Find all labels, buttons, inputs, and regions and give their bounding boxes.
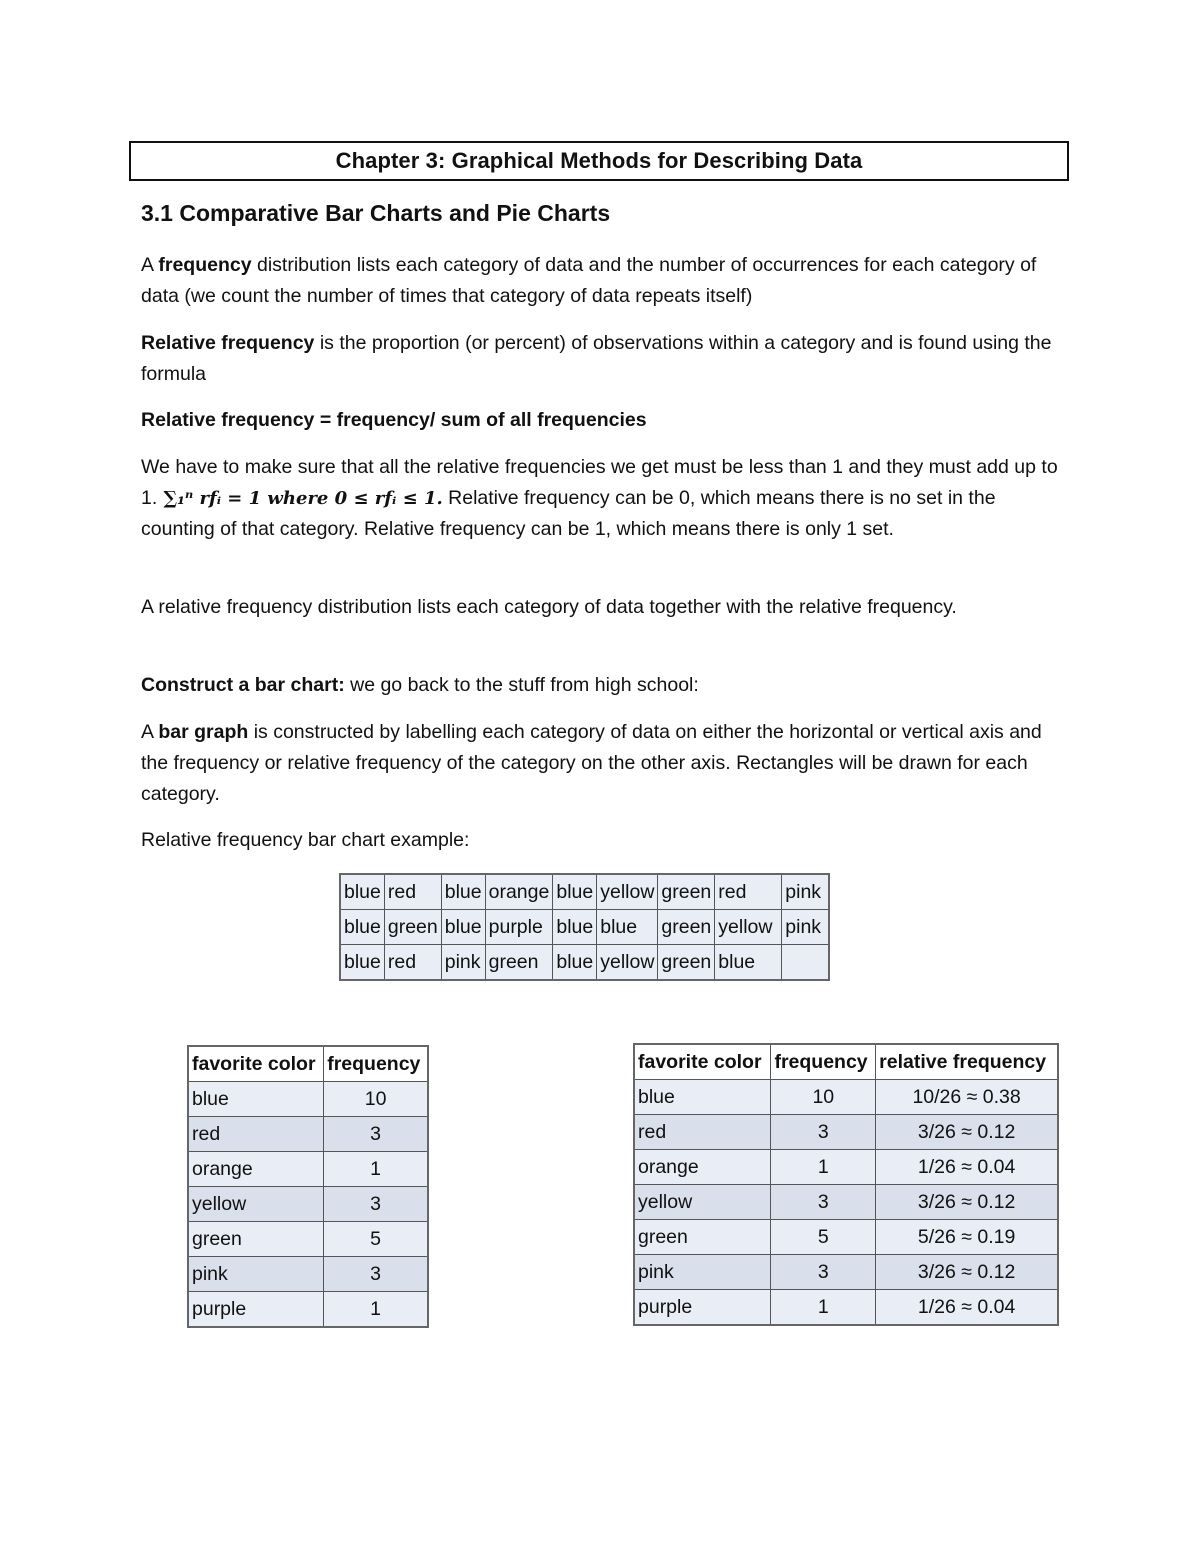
cell-frequency: 3 xyxy=(771,1115,876,1150)
cell-frequency: 1 xyxy=(771,1150,876,1185)
cell-color: green xyxy=(634,1220,771,1255)
raw-cell: red xyxy=(384,874,441,910)
cell-frequency: 3 xyxy=(324,1187,428,1222)
raw-cell: blue xyxy=(441,910,485,945)
p7-lead: A xyxy=(141,721,159,743)
cell-color: red xyxy=(634,1115,771,1150)
table-header-row xyxy=(188,1046,428,1082)
table-row xyxy=(188,1117,428,1152)
cell-relative-frequency: 1/26 ≈ 0.04 xyxy=(876,1150,1058,1185)
table-row xyxy=(188,1152,428,1187)
raw-cell: blue xyxy=(715,945,782,981)
table-row xyxy=(634,1290,1058,1326)
table-row xyxy=(188,1257,428,1292)
raw-cell: yellow xyxy=(597,874,658,910)
raw-cell: blue xyxy=(553,945,597,981)
raw-cell: red xyxy=(715,874,782,910)
table-header-row xyxy=(634,1044,1058,1080)
cell-frequency: 3 xyxy=(771,1185,876,1220)
raw-cell: blue xyxy=(340,874,384,910)
cell-color: yellow xyxy=(634,1185,771,1220)
cell-color: purple xyxy=(634,1290,771,1326)
cell-frequency: 3 xyxy=(771,1255,876,1290)
p7-bold: bar graph xyxy=(158,721,249,743)
table-row xyxy=(634,1220,1058,1255)
table-row xyxy=(188,1187,428,1222)
raw-cell: yellow xyxy=(715,910,782,945)
cell-frequency: 3 xyxy=(324,1117,428,1152)
cell-color: pink xyxy=(634,1255,771,1290)
raw-cell: orange xyxy=(485,874,553,910)
p4-lead: We have to make sure that all the relative frequencies we get must be less than 1 and they must add up to 1. xyxy=(141,456,1058,509)
paragraph-rel-distribution: A relative frequency distribution lists each category of data together with the relative frequency. xyxy=(141,596,957,618)
formula-line: Relative frequency = frequency/ sum of all frequencies xyxy=(141,409,647,431)
example-caption: Relative frequency bar chart example: xyxy=(141,829,470,851)
cell-relative-frequency: 3/26 ≈ 0.12 xyxy=(876,1255,1058,1290)
p2-bold: Relative frequency xyxy=(141,332,315,354)
cell-relative-frequency: 5/26 ≈ 0.19 xyxy=(876,1220,1058,1255)
raw-row xyxy=(340,945,829,981)
p2-rest: is the proportion (or percent) of observations within a category and is found using the formula xyxy=(141,332,1052,385)
cell-color: red xyxy=(188,1117,324,1152)
table-row xyxy=(634,1255,1058,1290)
header-frequency: frequency xyxy=(771,1044,876,1080)
cell-frequency: 1 xyxy=(324,1152,428,1187)
paragraph-bar-graph xyxy=(141,717,1066,810)
raw-row xyxy=(340,874,829,910)
cell-relative-frequency: 1/26 ≈ 0.04 xyxy=(876,1290,1058,1326)
p7-rest: is constructed by labelling each category of data on either the horizontal or vertical axis and the frequency or relative frequency of the category on the other axis. Rectangles will be drawn for each category. xyxy=(141,721,1042,805)
p6-bold: Construct a bar chart: xyxy=(141,674,345,696)
cell-color: green xyxy=(188,1222,324,1257)
cell-relative-frequency: 10/26 ≈ 0.38 xyxy=(876,1080,1058,1115)
sum-formula: ∑₁ⁿ rfᵢ = 1 where 0 ≤ rfᵢ ≤ 1. xyxy=(157,488,443,509)
raw-cell: blue xyxy=(553,910,597,945)
table-row xyxy=(188,1292,428,1328)
cell-color: orange xyxy=(188,1152,324,1187)
raw-row xyxy=(340,910,829,945)
raw-cell xyxy=(782,945,830,981)
cell-frequency: 5 xyxy=(771,1220,876,1255)
p4-rest: Relative frequency can be 0, which means there is no set in the counting of that category. Relative frequency can be 1, which means there is only 1 set. xyxy=(141,487,996,540)
cell-frequency: 10 xyxy=(324,1082,428,1117)
paragraph-sum-rule xyxy=(141,452,1066,545)
raw-cell: pink xyxy=(441,945,485,981)
raw-cell: yellow xyxy=(597,945,658,981)
cell-color: orange xyxy=(634,1150,771,1185)
cell-frequency: 5 xyxy=(324,1222,428,1257)
raw-cell: blue xyxy=(553,874,597,910)
raw-cell: green xyxy=(658,945,715,981)
table-row xyxy=(634,1150,1058,1185)
header-relative-frequency: relative frequency xyxy=(876,1044,1058,1080)
raw-cell: pink xyxy=(782,874,830,910)
cell-frequency: 1 xyxy=(771,1290,876,1326)
cell-color: purple xyxy=(188,1292,324,1328)
cell-relative-frequency: 3/26 ≈ 0.12 xyxy=(876,1185,1058,1220)
cell-color: yellow xyxy=(188,1187,324,1222)
raw-cell: green xyxy=(384,910,441,945)
cell-color: blue xyxy=(634,1080,771,1115)
table-row xyxy=(188,1222,428,1257)
raw-cell: green xyxy=(658,910,715,945)
raw-cell: red xyxy=(384,945,441,981)
chapter-title: Chapter 3: Graphical Methods for Describing Data xyxy=(129,141,1069,181)
raw-cell: purple xyxy=(485,910,553,945)
header-favorite-color: favorite color xyxy=(188,1046,324,1082)
table-row xyxy=(634,1115,1058,1150)
raw-data-table xyxy=(339,873,830,981)
cell-frequency: 1 xyxy=(324,1292,428,1328)
section-heading: 3.1 Comparative Bar Charts and Pie Charts xyxy=(141,200,611,226)
cell-frequency: 10 xyxy=(771,1080,876,1115)
paragraph-frequency xyxy=(141,250,1066,312)
cell-frequency: 3 xyxy=(324,1257,428,1292)
table-row xyxy=(634,1080,1058,1115)
table-row xyxy=(634,1185,1058,1220)
relative-frequency-table xyxy=(633,1043,1059,1326)
paragraph-construct xyxy=(141,670,1066,701)
p6-rest: we go back to the stuff from high school: xyxy=(344,674,699,696)
cell-color: pink xyxy=(188,1257,324,1292)
p1-rest: distribution lists each category of data and the number of occurrences for each category of data (we count the number of times that category of data repeats itself) xyxy=(141,254,1037,307)
raw-cell: green xyxy=(658,874,715,910)
raw-cell: green xyxy=(485,945,553,981)
raw-cell: blue xyxy=(340,945,384,981)
p1-lead: A xyxy=(141,254,159,276)
raw-cell: pink xyxy=(782,910,830,945)
header-favorite-color: favorite color xyxy=(634,1044,771,1080)
raw-cell: blue xyxy=(340,910,384,945)
p1-bold: frequency xyxy=(158,254,252,276)
header-frequency: frequency xyxy=(324,1046,428,1082)
raw-cell: blue xyxy=(597,910,658,945)
table-row xyxy=(188,1082,428,1117)
raw-cell: blue xyxy=(441,874,485,910)
cell-relative-frequency: 3/26 ≈ 0.12 xyxy=(876,1115,1058,1150)
cell-color: blue xyxy=(188,1082,324,1117)
frequency-table xyxy=(187,1045,429,1328)
paragraph-relative-frequency xyxy=(141,328,1066,390)
